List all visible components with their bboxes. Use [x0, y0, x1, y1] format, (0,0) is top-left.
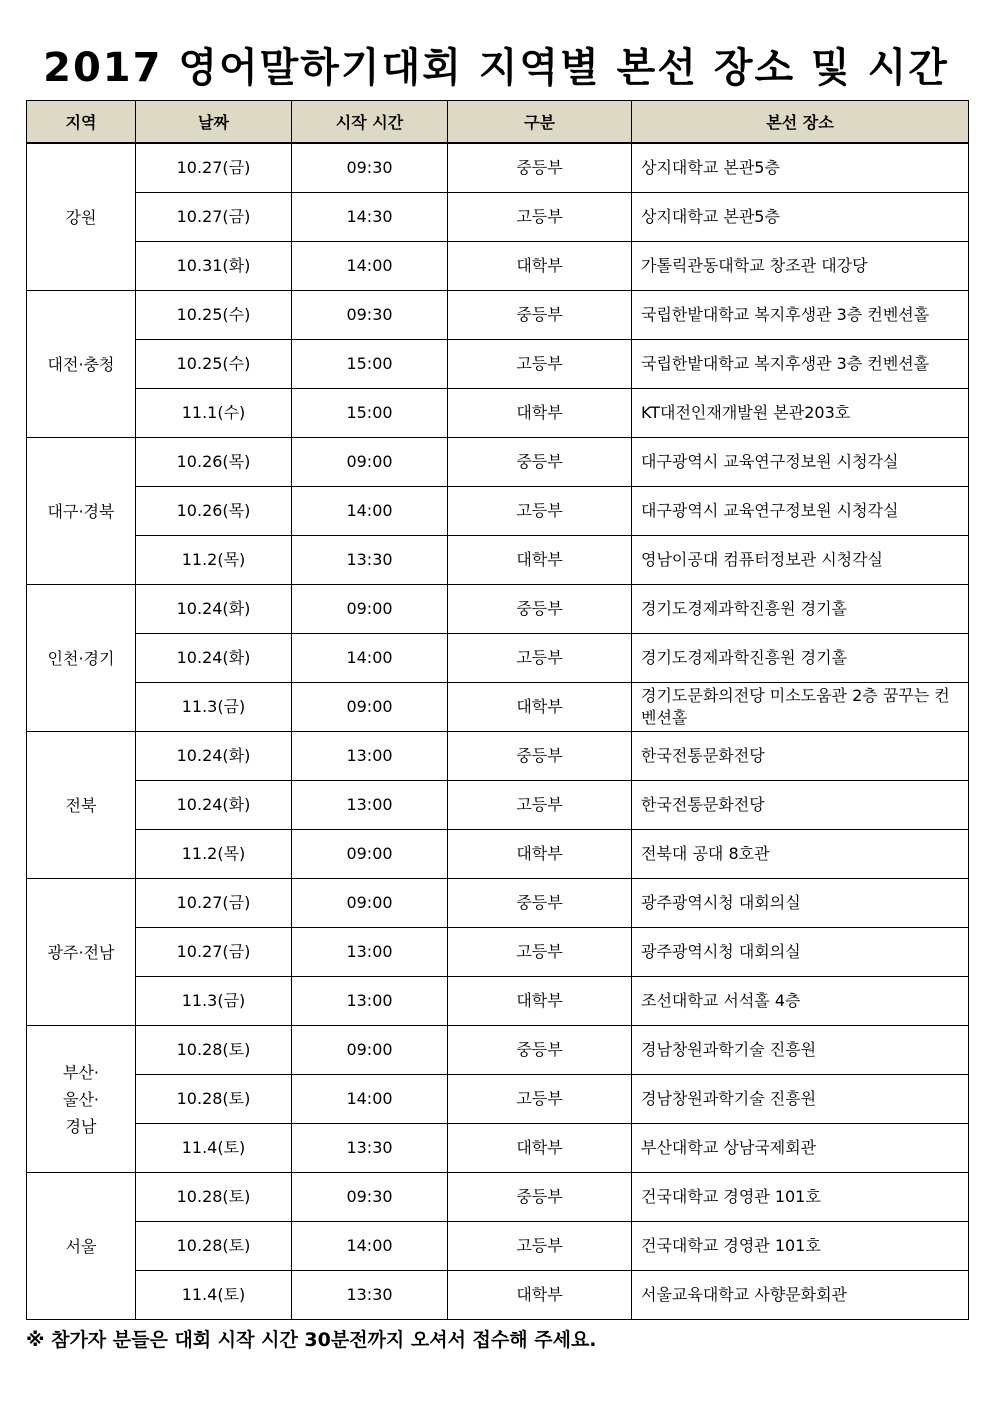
- date-cell: 11.3(금): [136, 683, 292, 732]
- venue-cell: 가톨릭관동대학교 창조관 대강당: [632, 242, 969, 291]
- region-cell: [27, 732, 136, 879]
- table-row: [27, 242, 969, 291]
- date-cell: 11.2(목): [136, 830, 292, 879]
- venue-cell: 경기도경제과학진흥원 경기홀: [632, 634, 969, 683]
- date-cell: 10.26(목): [136, 487, 292, 536]
- region-name: 전북: [65, 795, 97, 815]
- table-row: [27, 536, 969, 585]
- region-cell: [27, 879, 136, 1026]
- division-cell: 중등부: [448, 879, 632, 928]
- division-cell: 고등부: [448, 340, 632, 389]
- venue-cell: 건국대학교 경영관 101호: [632, 1222, 969, 1271]
- start-time-cell: 13:30: [292, 536, 448, 585]
- table-row: [27, 193, 969, 242]
- table-row: [27, 143, 969, 193]
- footnote: ※ 참가자 분들은 대회 시작 시간 30분전까지 오셔서 접수해 주세요.: [26, 1329, 597, 1351]
- division-cell: 고등부: [448, 781, 632, 830]
- date-cell: 10.25(수): [136, 291, 292, 340]
- venue-cell: 경기도문화의전당 미소도움관 2층 꿈꾸는 컨벤션홀: [632, 683, 969, 732]
- start-time-cell: 09:00: [292, 879, 448, 928]
- schedule-body: [27, 143, 969, 1320]
- table-row: [27, 683, 969, 732]
- venue-cell: 상지대학교 본관5층: [632, 143, 969, 193]
- table-row: [27, 1271, 969, 1320]
- division-cell: 고등부: [448, 1075, 632, 1124]
- date-cell: 10.24(화): [136, 781, 292, 830]
- division-cell: 중등부: [448, 438, 632, 487]
- table-row: [27, 1173, 969, 1222]
- venue-cell: KT대전인재개발원 본관203호: [632, 389, 969, 438]
- venue-cell: 국립한밭대학교 복지후생관 3층 컨벤션홀: [632, 340, 969, 389]
- date-cell: 10.28(토): [136, 1173, 292, 1222]
- table-row: [27, 1222, 969, 1271]
- date-cell: 11.3(금): [136, 977, 292, 1026]
- venue-cell: 광주광역시청 대회의실: [632, 879, 969, 928]
- region-name: 대전·충청: [47, 354, 115, 374]
- division-cell: 고등부: [448, 1222, 632, 1271]
- date-cell: 10.27(금): [136, 879, 292, 928]
- table-row: [27, 585, 969, 634]
- table-row: [27, 634, 969, 683]
- venue-cell: 국립한밭대학교 복지후생관 3층 컨벤션홀: [632, 291, 969, 340]
- date-cell: 11.2(목): [136, 536, 292, 585]
- start-time-cell: 14:00: [292, 1222, 448, 1271]
- division-cell: 대학부: [448, 1271, 632, 1320]
- venue-cell: 전북대 공대 8호관: [632, 830, 969, 879]
- venue-cell: 영남이공대 컴퓨터정보관 시청각실: [632, 536, 969, 585]
- venue-cell: 대구광역시 교육연구정보원 시청각실: [632, 487, 969, 536]
- division-cell: 중등부: [448, 1173, 632, 1222]
- table-row: [27, 977, 969, 1026]
- venue-cell: 상지대학교 본관5층: [632, 193, 969, 242]
- division-cell: 중등부: [448, 732, 632, 781]
- division-cell: 중등부: [448, 291, 632, 340]
- start-time-cell: 13:00: [292, 928, 448, 977]
- region-cell: [27, 1026, 136, 1173]
- start-time-cell: 09:30: [292, 143, 448, 193]
- date-cell: 10.26(목): [136, 438, 292, 487]
- table-row: [27, 1124, 969, 1173]
- header-region: 지역: [27, 101, 136, 144]
- start-time-cell: 13:00: [292, 781, 448, 830]
- table-row: [27, 291, 969, 340]
- start-time-cell: 09:30: [292, 291, 448, 340]
- start-time-cell: 13:30: [292, 1271, 448, 1320]
- venue-cell: 경기도경제과학진흥원 경기홀: [632, 585, 969, 634]
- schedule-table: [26, 100, 969, 1320]
- region-name: 광주·전남: [47, 942, 115, 962]
- region-cell: [27, 291, 136, 438]
- date-cell: 10.31(화): [136, 242, 292, 291]
- date-cell: 10.27(금): [136, 928, 292, 977]
- division-cell: 고등부: [448, 193, 632, 242]
- table-row: [27, 1026, 969, 1075]
- region-cell: [27, 585, 136, 732]
- division-cell: 중등부: [448, 1026, 632, 1075]
- start-time-cell: 14:00: [292, 634, 448, 683]
- venue-cell: 광주광역시청 대회의실: [632, 928, 969, 977]
- region-name: 강원: [65, 207, 97, 227]
- start-time-cell: 09:30: [292, 1173, 448, 1222]
- start-time-cell: 13:00: [292, 977, 448, 1026]
- division-cell: 대학부: [448, 683, 632, 732]
- table-row: [27, 830, 969, 879]
- division-cell: 대학부: [448, 830, 632, 879]
- region-name: 인천·경기: [47, 648, 115, 668]
- venue-cell: 서울교육대학교 사향문화회관: [632, 1271, 969, 1320]
- venue-cell: 조선대학교 서석홀 4층: [632, 977, 969, 1026]
- date-cell: 10.25(수): [136, 340, 292, 389]
- start-time-cell: 09:00: [292, 438, 448, 487]
- header-start-time: 시작 시간: [292, 101, 448, 144]
- table-row: [27, 928, 969, 977]
- table-row: [27, 340, 969, 389]
- region-cell: [27, 438, 136, 585]
- region-cell: [27, 1173, 136, 1320]
- header-date: 날짜: [136, 101, 292, 144]
- date-cell: 10.24(화): [136, 585, 292, 634]
- start-time-cell: 09:00: [292, 1026, 448, 1075]
- date-cell: 10.28(토): [136, 1222, 292, 1271]
- venue-cell: 경남창원과학기술 진흥원: [632, 1026, 969, 1075]
- venue-cell: 대구광역시 교육연구정보원 시청각실: [632, 438, 969, 487]
- table-row: [27, 487, 969, 536]
- date-cell: 11.4(토): [136, 1271, 292, 1320]
- division-cell: 대학부: [448, 242, 632, 291]
- division-cell: 중등부: [448, 585, 632, 634]
- start-time-cell: 14:00: [292, 1075, 448, 1124]
- venue-cell: 경남창원과학기술 진흥원: [632, 1075, 969, 1124]
- start-time-cell: 15:00: [292, 340, 448, 389]
- division-cell: 고등부: [448, 928, 632, 977]
- date-cell: 10.27(금): [136, 143, 292, 193]
- region-name: 부산· 울산· 경남: [63, 1062, 99, 1136]
- division-cell: 중등부: [448, 143, 632, 193]
- table-row: [27, 879, 969, 928]
- start-time-cell: 14:00: [292, 242, 448, 291]
- region-cell: [27, 143, 136, 291]
- date-cell: 10.27(금): [136, 193, 292, 242]
- table-row: [27, 732, 969, 781]
- start-time-cell: 09:00: [292, 830, 448, 879]
- venue-cell: 한국전통문화전당: [632, 732, 969, 781]
- start-time-cell: 09:00: [292, 683, 448, 732]
- table-row: [27, 781, 969, 830]
- date-cell: 11.4(토): [136, 1124, 292, 1173]
- start-time-cell: 14:30: [292, 193, 448, 242]
- start-time-cell: 13:30: [292, 1124, 448, 1173]
- venue-cell: 한국전통문화전당: [632, 781, 969, 830]
- division-cell: 대학부: [448, 1124, 632, 1173]
- division-cell: 고등부: [448, 487, 632, 536]
- table-row: [27, 438, 969, 487]
- header-division: 구분: [448, 101, 632, 144]
- date-cell: 10.24(화): [136, 634, 292, 683]
- date-cell: 11.1(수): [136, 389, 292, 438]
- division-cell: 고등부: [448, 634, 632, 683]
- date-cell: 10.24(화): [136, 732, 292, 781]
- table-header-row: [27, 101, 969, 144]
- division-cell: 대학부: [448, 536, 632, 585]
- page-title: 2017 영어말하기대회 지역별 본선 장소 및 시간: [43, 45, 949, 91]
- region-name: 서울: [65, 1236, 97, 1256]
- table-row: [27, 1075, 969, 1124]
- date-cell: 10.28(토): [136, 1075, 292, 1124]
- start-time-cell: 14:00: [292, 487, 448, 536]
- header-venue: 본선 장소: [632, 101, 969, 144]
- venue-cell: 부산대학교 상남국제회관: [632, 1124, 969, 1173]
- table-row: [27, 389, 969, 438]
- start-time-cell: 15:00: [292, 389, 448, 438]
- region-name: 대구·경북: [47, 501, 115, 521]
- start-time-cell: 13:00: [292, 732, 448, 781]
- date-cell: 10.28(토): [136, 1026, 292, 1075]
- division-cell: 대학부: [448, 977, 632, 1026]
- division-cell: 대학부: [448, 389, 632, 438]
- venue-cell: 건국대학교 경영관 101호: [632, 1173, 969, 1222]
- start-time-cell: 09:00: [292, 585, 448, 634]
